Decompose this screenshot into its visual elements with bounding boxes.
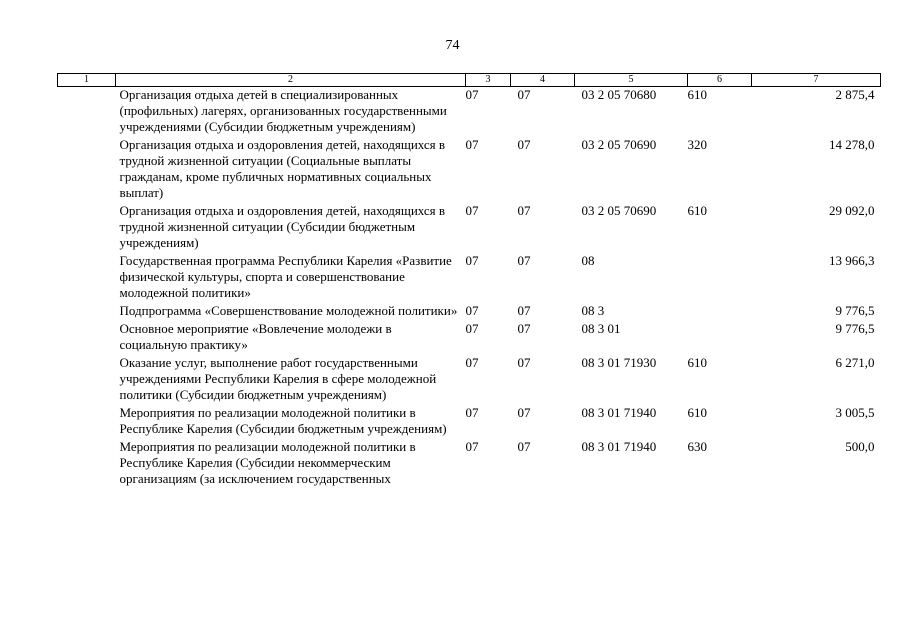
row-amount: 6 271,0	[835, 355, 875, 370]
row-amount: 3 005,5	[835, 405, 875, 420]
row-amount: 2 875,4	[835, 87, 875, 102]
row-podrazdel: 07	[517, 203, 531, 218]
page-number: 74	[445, 38, 460, 53]
row-vr: 610	[687, 203, 707, 218]
row-name: Оказание услуг, выполнение работ государственными учреждениями Республики Карелия в сфере молодежной политики (Субсидии бюджетным учреждениям)	[119, 355, 437, 402]
table-row	[58, 439, 881, 489]
row-csr: 03 2 05 70690	[581, 203, 657, 218]
row-name: Мероприятия по реализации молодежной политики в Республике Карелия (Субсидии некоммерческим организациям (за исключением государственных	[119, 439, 416, 486]
header-col-6: 6	[688, 74, 752, 87]
row-razdel: 07	[465, 355, 479, 370]
row-col1	[58, 87, 116, 138]
header-col-3: 3	[466, 74, 511, 87]
table-row	[58, 87, 881, 138]
row-amount: 14 278,0	[829, 137, 875, 152]
row-vr: 610	[687, 87, 707, 102]
row-amount: 9 776,5	[835, 321, 875, 336]
row-csr: 08 3	[581, 303, 605, 318]
row-csr: 08 3 01	[581, 321, 621, 336]
table-row	[58, 303, 881, 321]
header-row	[58, 74, 881, 87]
row-podrazdel: 07	[517, 355, 531, 370]
header-col-2: 2	[116, 74, 466, 87]
row-amount: 500,0	[845, 439, 875, 454]
row-col1	[58, 137, 116, 203]
row-podrazdel: 07	[517, 87, 531, 102]
header-col-4: 4	[511, 74, 575, 87]
row-col1	[58, 355, 116, 405]
row-col1	[58, 253, 116, 303]
table-row	[58, 405, 881, 439]
table-header	[58, 74, 881, 87]
row-razdel: 07	[465, 137, 479, 152]
row-vr: 630	[687, 439, 707, 454]
row-razdel: 07	[465, 203, 479, 218]
row-csr: 08	[581, 253, 595, 268]
budget-table	[57, 73, 881, 489]
row-csr: 03 2 05 70680	[581, 87, 657, 102]
row-csr: 08 3 01 71940	[581, 405, 657, 420]
row-amount: 9 776,5	[835, 303, 875, 318]
row-name: Организация отдыха детей в специализированных (профильных) лагерях, организованных государственными учреждениями (Субсидии бюджетным учреждениям)	[119, 87, 447, 134]
row-podrazdel: 07	[517, 253, 531, 268]
row-name: Мероприятия по реализации молодежной политики в Республике Карелия (Субсидии бюджетным учреждениям)	[119, 405, 447, 436]
row-name: Подпрограмма «Совершенствование молодежной политики»	[119, 303, 458, 318]
row-col1	[58, 405, 116, 439]
row-vr	[688, 303, 752, 321]
table-row	[58, 355, 881, 405]
row-col1	[58, 303, 116, 321]
row-podrazdel: 07	[517, 303, 531, 318]
row-vr: 320	[687, 137, 707, 152]
table-row	[58, 203, 881, 253]
row-name: Организация отдыха и оздоровления детей, находящихся в трудной жизненной ситуации (Социальные выплаты гражданам, кроме публичных нормативных социальных выплат)	[119, 137, 446, 200]
row-vr	[688, 321, 752, 355]
row-name: Организация отдыха и оздоровления детей, находящихся в трудной жизненной ситуации (Субсидии бюджетным учреждениям)	[119, 203, 446, 250]
row-csr: 03 2 05 70690	[581, 137, 657, 152]
row-name: Государственная программа Республики Карелия «Развитие физической культуры, спорта и совершенствование молодежной политики»	[119, 253, 452, 300]
row-amount: 29 092,0	[829, 203, 875, 218]
row-razdel: 07	[465, 303, 479, 318]
header-col-5: 5	[575, 74, 688, 87]
table-row	[58, 321, 881, 355]
table-row	[58, 137, 881, 203]
table-body	[58, 87, 881, 490]
row-csr: 08 3 01 71930	[581, 355, 657, 370]
row-col1	[58, 439, 116, 489]
row-razdel: 07	[465, 405, 479, 420]
header-col-1: 1	[58, 74, 116, 87]
row-podrazdel: 07	[517, 137, 531, 152]
row-name: Основное мероприятие «Вовлечение молодежи в социальную практику»	[119, 321, 392, 352]
row-razdel: 07	[465, 439, 479, 454]
row-vr: 610	[687, 355, 707, 370]
table-row	[58, 253, 881, 303]
row-vr	[688, 253, 752, 303]
row-razdel: 07	[465, 87, 479, 102]
header-col-7: 7	[752, 74, 881, 87]
row-razdel: 07	[465, 253, 479, 268]
row-podrazdel: 07	[517, 405, 531, 420]
row-podrazdel: 07	[517, 321, 531, 336]
row-vr: 610	[687, 405, 707, 420]
row-podrazdel: 07	[517, 439, 531, 454]
row-amount: 13 966,3	[829, 253, 875, 268]
row-razdel: 07	[465, 321, 479, 336]
row-col1	[58, 321, 116, 355]
row-csr: 08 3 01 71940	[581, 439, 657, 454]
row-col1	[58, 203, 116, 253]
